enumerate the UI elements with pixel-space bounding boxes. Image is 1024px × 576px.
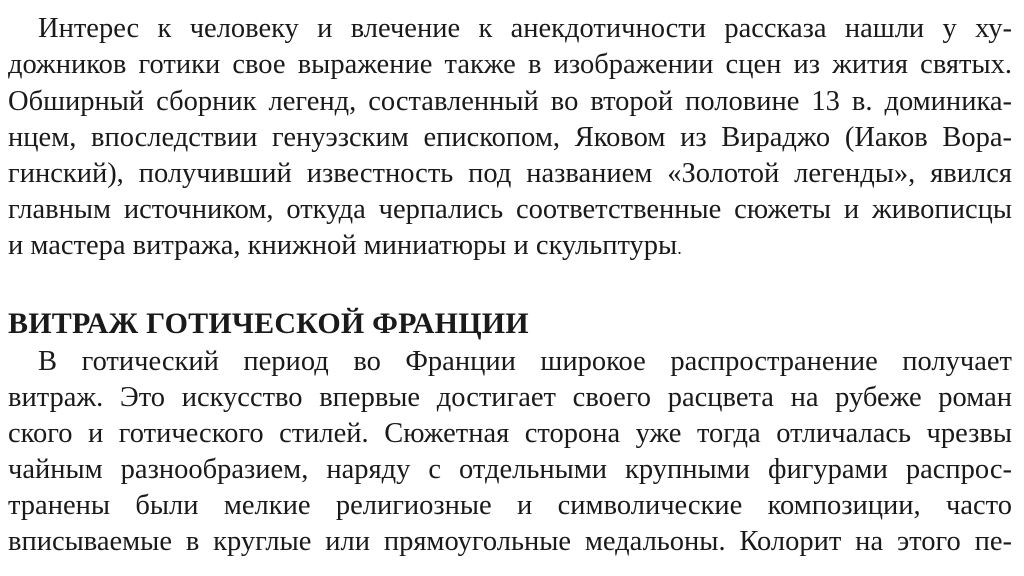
paragraph-2-line-1: В готический период во Франции широкое распространение получает: [38, 346, 1012, 377]
paragraph-2-line-2: витраж. Это искусство впервые достигает своего расцвета на рубеже роман: [8, 382, 1012, 413]
paragraph-1-line-5: гинский), получивший известность под названием «Золотой легенды», явился: [8, 158, 1012, 189]
section-heading: ВИТРАЖ ГОТИЧЕСКОЙ ФРАНЦИИ: [8, 307, 529, 340]
paragraph-2-line-5: транены были мелкие религиозные и символические композиции, часто: [8, 490, 1012, 521]
paragraph-1-line-6: главным источником, откуда черпались соответственные сюжеты и живописцы: [8, 194, 1012, 225]
paragraph-1-line-2: дожников готики свое выражение также в изображении сцен из жития святых.: [8, 49, 1012, 80]
paragraph-1-line-7-text: и мастера витража, книжной миниатюры и скульптуры: [8, 230, 678, 261]
paragraph-2-line-4: чайным разнообразием, наряду с отдельными крупными фигурами распрос-: [8, 454, 1012, 485]
paragraph-1-line-1: Интерес к человеку и влечение к анекдотичности рассказа нашли у ху-: [38, 13, 1012, 44]
paragraph-2-line-3: ского и готического стилей. Сюжетная сторона уже тогда отличалась чрезвы: [8, 418, 1012, 449]
paragraph-1-final-mark: .: [677, 238, 682, 258]
paragraph-2-line-6: вписываемые в круглые или прямоугольные медальоны. Колорит на этого пе-: [8, 526, 1012, 557]
paragraph-1-line-4: нцем, впоследствии генуэзским епископом, Яковом из Вираджо (Иаков Вора-: [8, 122, 1012, 153]
paragraph-1-line-7: [8, 229, 1012, 263]
paragraph-1-line-3: Обширный сборник легенд, составленный во второй половине 13 в. доминика-: [8, 86, 1012, 117]
